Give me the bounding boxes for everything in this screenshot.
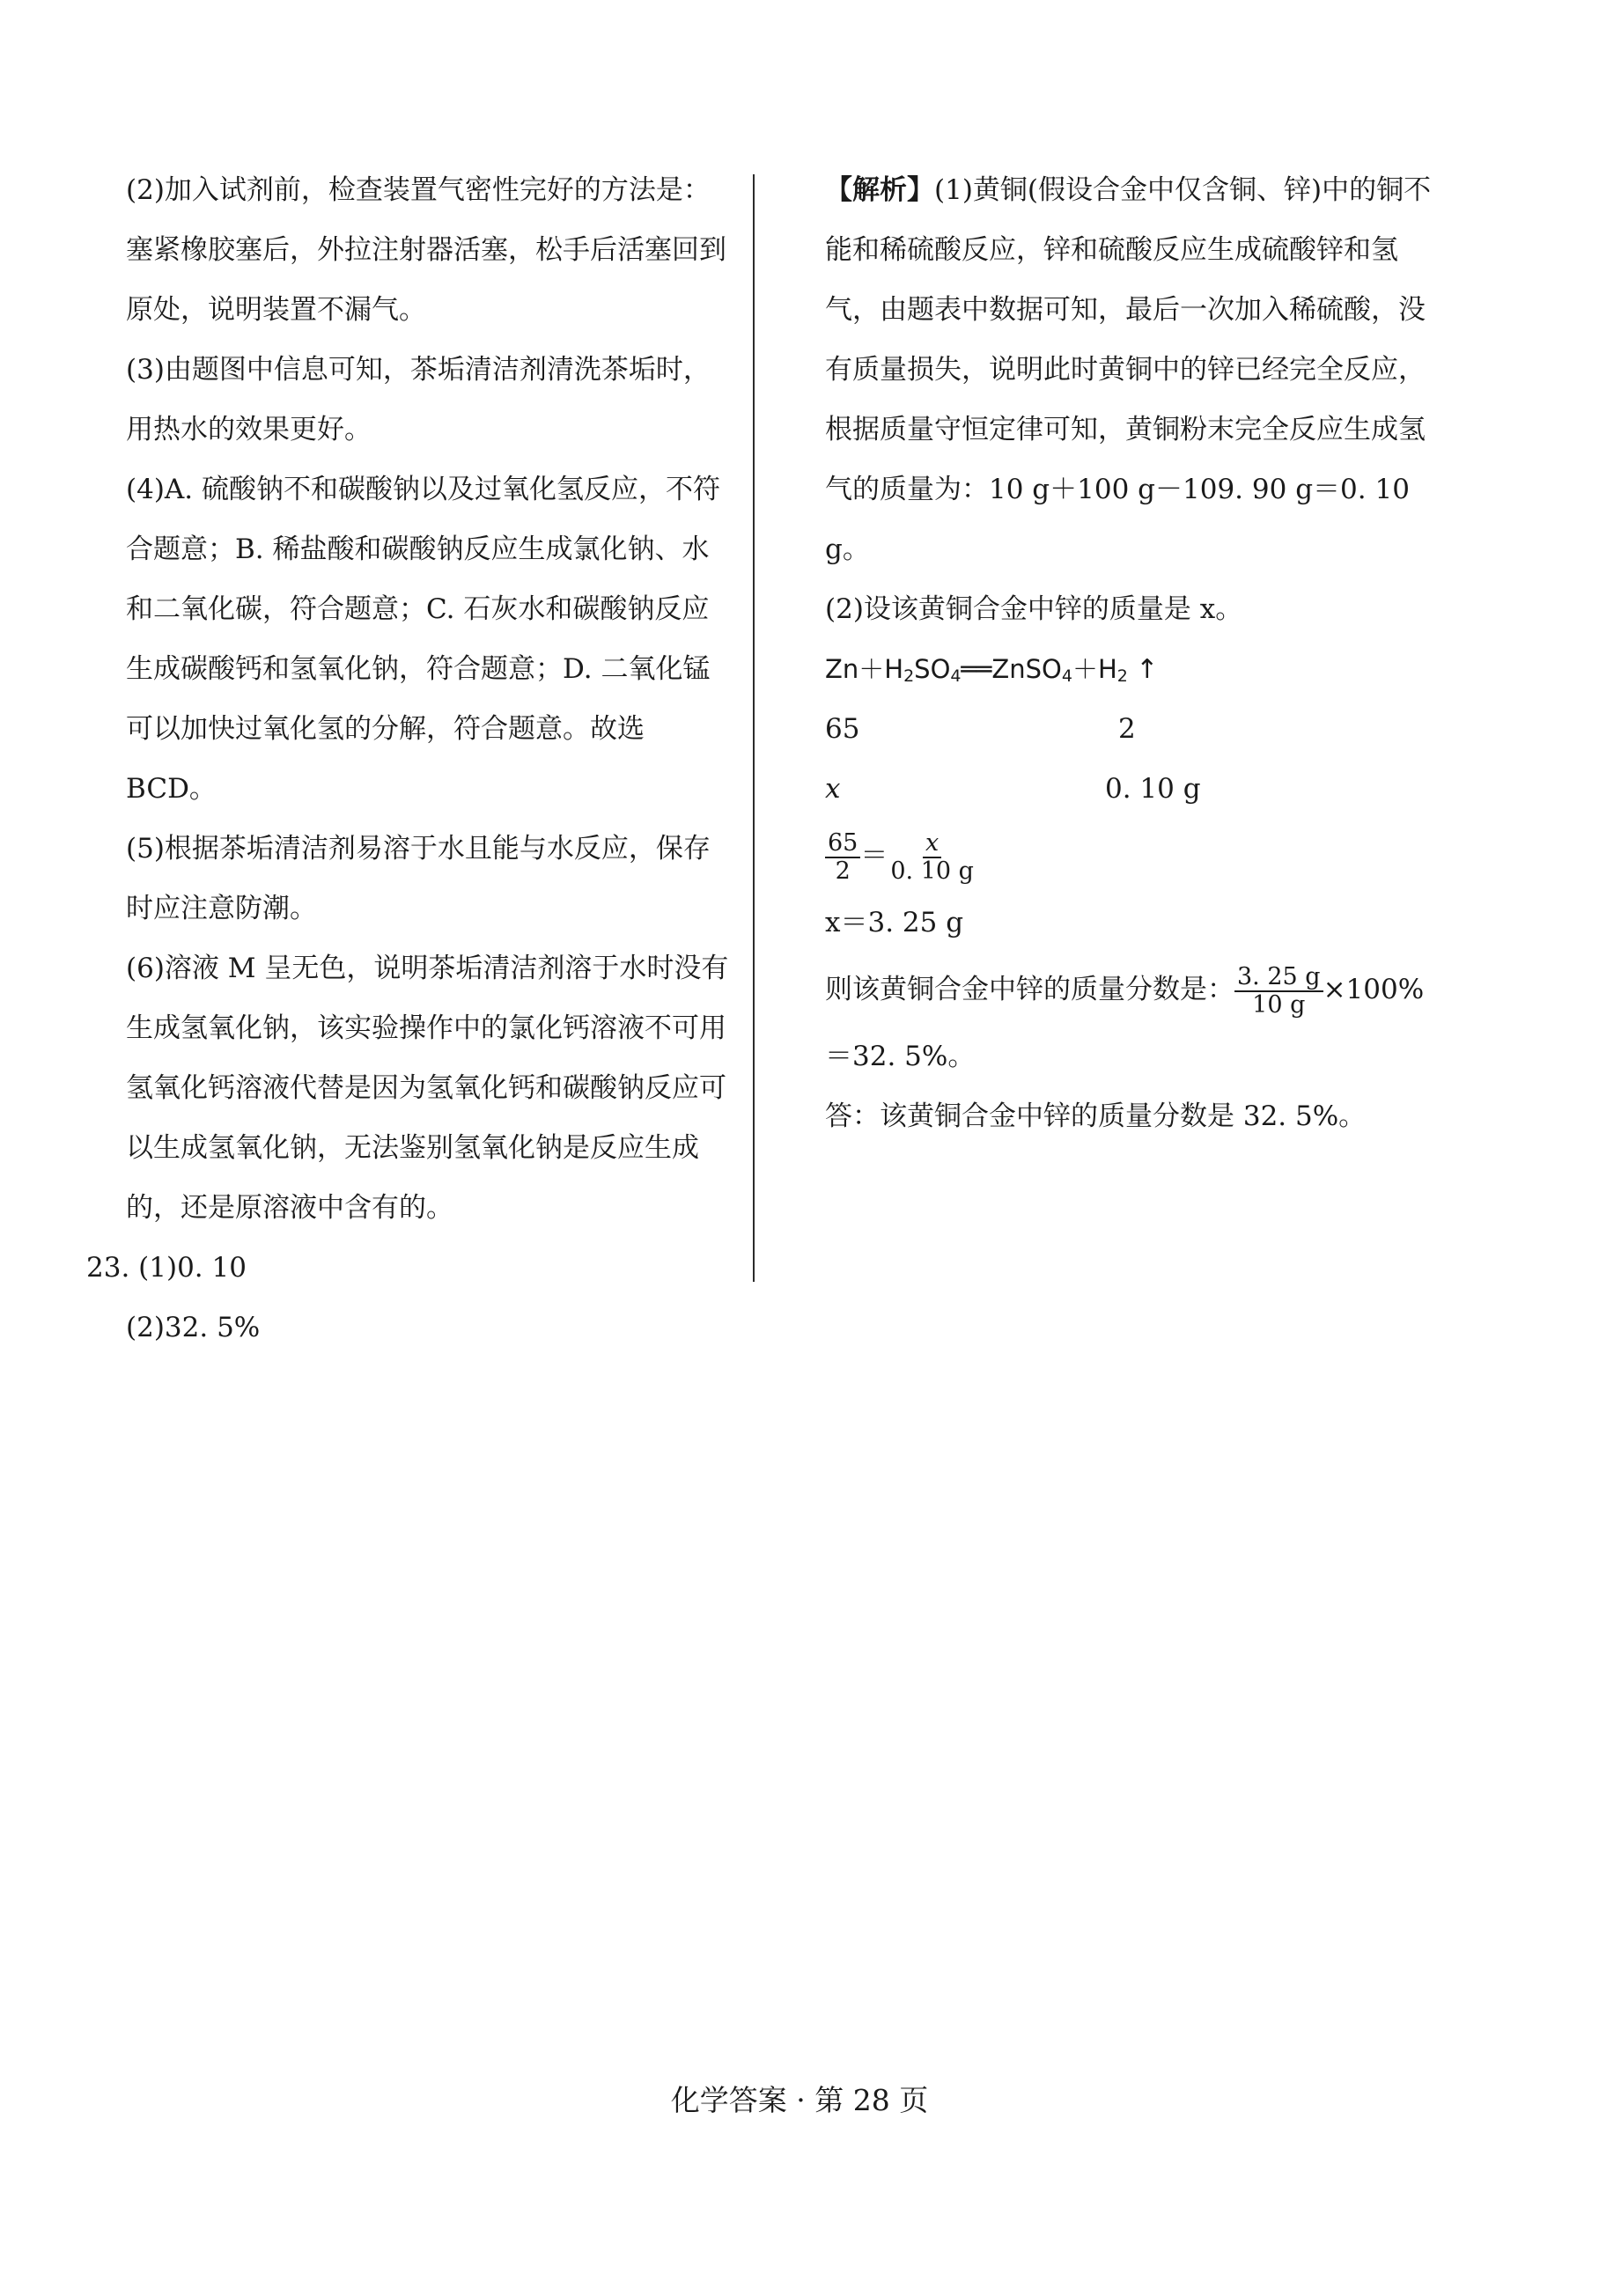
answer-part-5: (5)根据茶垢清洁剂易溶于水且能与水反应，保存时应注意防潮。 xyxy=(126,833,711,924)
page-footer: 化学答案 · 第 28 页 xyxy=(670,2083,929,2117)
question-23-part-1: 23. (1)0. 10 xyxy=(86,1252,247,1284)
analysis-paragraph xyxy=(825,160,1433,579)
answer-part-4: (4)A. 硫酸钠不和碳酸钠以及过氧化氢反应，不符合题意；B. 稀盐酸和碳酸钠反应生成氯化钠、水和二氧化碳，符合题意；C. 石灰水和碳酸钠反应生成碳酸钙和氢氧化钠，符合题意；D. 二氧化锰可以加快过氧化氢的分解，符合题意。故选 BCD。 xyxy=(126,474,721,805)
answer-part-3: (3)由题图中信息可知，茶垢清洁剂清洗茶垢时，用热水的效果更好。 xyxy=(126,354,711,445)
set-variable-line: (2)设该黄铜合金中锌的质量是 x。 xyxy=(825,593,1243,625)
analysis-text: (1)黄铜(假设合金中仅含铜、锌)中的铜不能和稀硫酸反应，锌和硫酸反应生成硫酸锌和氢气，由题表中数据可知，最后一次加入稀硫酸，没有质量损失，说明此时黄铜中的锌已经完全反应，根据质量守恒定律可知，黄铜粉末完全反应生成氢气的质量为：10 g＋100 g－109. 90 g＝0. 10 g。 xyxy=(825,174,1432,565)
right-column xyxy=(825,160,1433,1146)
analysis-label: 【解析】 xyxy=(825,174,934,206)
actual-mass-row: x 0. 10 g xyxy=(825,773,1201,805)
chemical-equation: $Zn+H_2SO_4══ZnSO_4+H_2$ ↑ xyxy=(825,654,1159,686)
x-result: x＝3. 25 g xyxy=(825,907,964,938)
mass-fraction-line: 则该黄铜合金中锌的质量分数是： $\frac{3. 25 g}{10 g}$ ×100% xyxy=(825,962,1425,1019)
question-23-part-2: (2)32. 5% xyxy=(126,1312,261,1343)
gas-arrow-icon: ↑ xyxy=(1136,654,1159,685)
molar-mass-row: 65 2 xyxy=(825,713,1136,745)
left-column xyxy=(86,160,733,1358)
proportion-equation: $\frac{65}{2}$ ＝ $\frac{x}{0. 10 g}$ xyxy=(825,819,1433,893)
answer-part-6: (6)溶液 M 呈无色，说明茶垢清洁剂溶于水时没有生成氢氧化钠，该实验操作中的氯化钙溶液不可用氢氧化钙溶液代替是因为氢氧化钙和碳酸钠反应可以生成氢氧化钠，无法鉴别氢氧化钠是反应生成的，还是原溶液中含有的。 xyxy=(126,953,729,1224)
final-answer: 答：该黄铜合金中锌的质量分数是 32. 5%。 xyxy=(825,1100,1367,1132)
column-divider xyxy=(753,174,755,1282)
mass-fraction-result: ＝32. 5%。 xyxy=(825,1041,976,1072)
answer-part-2: (2)加入试剂前，检查装置气密性完好的方法是：塞紧橡胶塞后，外拉注射器活塞，松手后活塞回到原处，说明装置不漏气。 xyxy=(126,174,726,326)
